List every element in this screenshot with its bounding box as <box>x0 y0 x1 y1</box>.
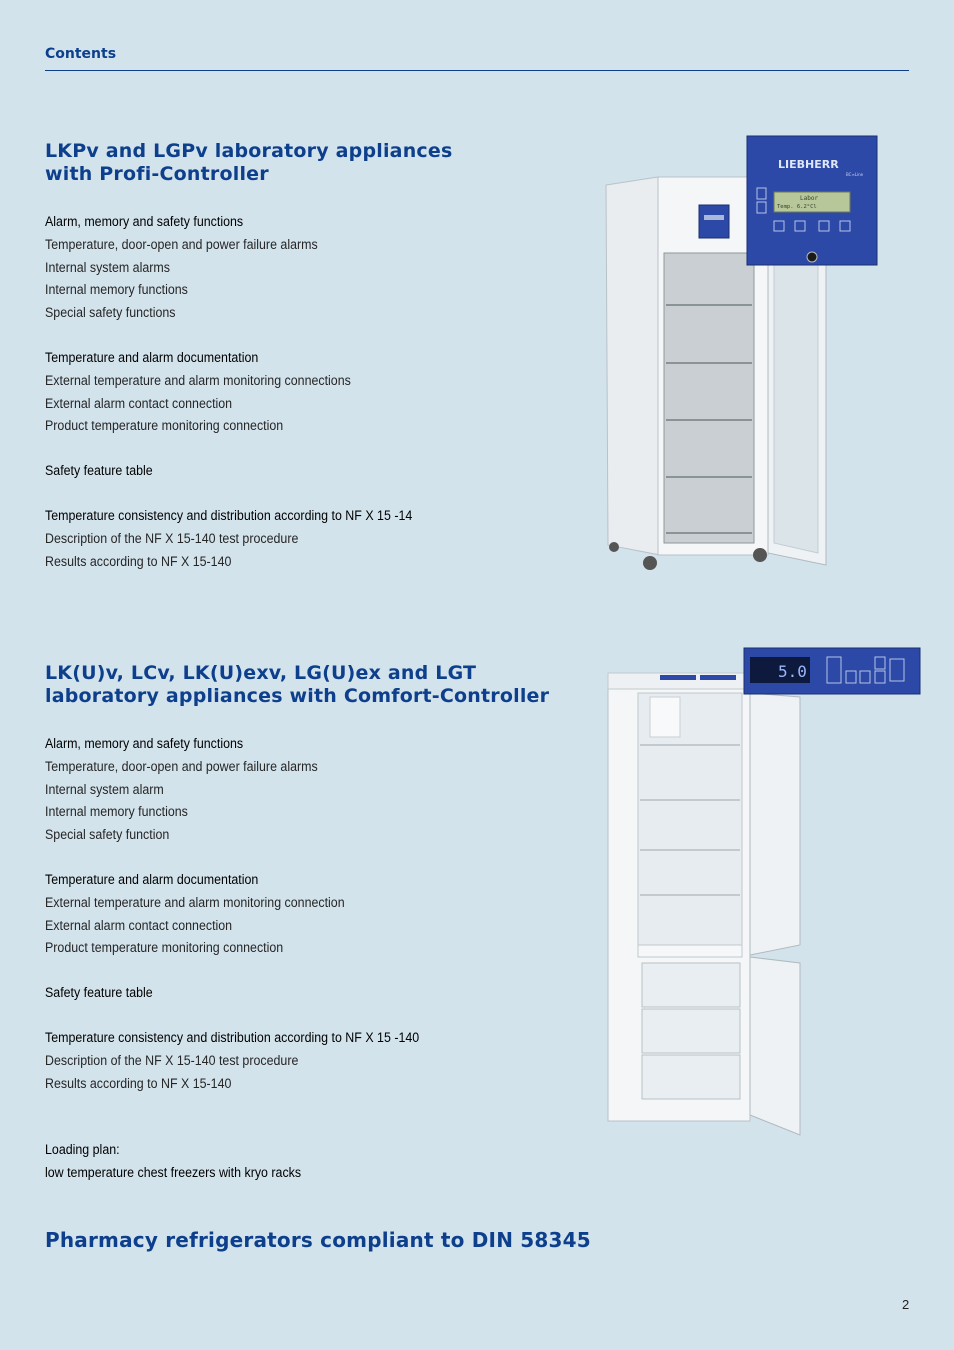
list-item: External alarm contact connection <box>45 917 233 933</box>
group-alarm-functions <box>45 211 565 325</box>
list-item: Temperature, door-open and power failure alarms <box>45 236 318 252</box>
profi-fridge-image <box>598 135 883 575</box>
list-item: External temperature and alarm monitoring connections <box>45 372 351 388</box>
display-line-2: Temp. 6.2°Cl <box>777 204 817 210</box>
list-item: Internal system alarms <box>45 259 170 275</box>
group-safety-table <box>45 982 565 1005</box>
header-divider <box>45 70 909 71</box>
list-item: Internal memory functions <box>45 282 188 298</box>
section-title-comfort <box>45 662 549 708</box>
title-line: Pharmacy refrigerators compliant to DIN 58345 <box>45 1228 591 1252</box>
title-line: LK(U)v, LCv, LK(U)exv, LG(U)ex and LGT <box>45 662 477 684</box>
list-item: External alarm contact connection <box>45 395 233 411</box>
group-heading: Temperature and alarm documentation <box>45 871 259 887</box>
badge-logo: BC∞Line <box>846 172 864 177</box>
display-line-1: Labor <box>800 195 819 202</box>
group-heading: Safety feature table <box>45 985 153 1001</box>
group-heading: Alarm, memory and safety functions <box>45 214 244 229</box>
section-title-profi <box>45 140 452 186</box>
group-heading: Alarm, memory and safety functions <box>45 736 244 751</box>
title-line: LKPv and LGPv laboratory appliances <box>45 140 453 162</box>
list-item: low temperature chest freezers with kryo racks <box>45 1165 302 1181</box>
brand-logo: LIEBHERR <box>778 158 839 171</box>
list-item: Temperature, door-open and power failure alarms <box>45 758 318 774</box>
group-temperature-consistency <box>45 1027 565 1095</box>
list-item: External temperature and alarm monitoring connection <box>45 894 345 910</box>
title-line: laboratory appliances with Comfort-Controller <box>45 685 550 707</box>
page-header-label: Contents <box>45 46 117 62</box>
group-documentation <box>45 869 565 960</box>
list-item: Description of the NF X 15-140 test procedure <box>45 530 299 546</box>
group-loading-plan <box>45 1139 565 1185</box>
list-item: Description of the NF X 15-140 test procedure <box>45 1052 299 1068</box>
display-readout: 5.0 <box>778 662 807 681</box>
group-alarm-functions <box>45 733 565 847</box>
list-item: Product temperature monitoring connection <box>45 418 284 434</box>
page-number: 2 <box>902 1297 910 1312</box>
section-list-comfort <box>45 733 565 1207</box>
comfort-fridge-image <box>600 645 922 1150</box>
list-item: Product temperature monitoring connection <box>45 940 284 956</box>
section-title-pharmacy <box>45 1229 591 1252</box>
list-item: Results according to NF X 15-140 <box>45 1075 232 1091</box>
group-heading: Temperature consistency and distribution according to NF X 15 -140 <box>45 1029 420 1045</box>
list-item: Special safety function <box>45 827 170 843</box>
section-list-profi <box>45 211 565 595</box>
title-line: with Profi-Controller <box>45 163 269 185</box>
group-safety-table <box>45 460 565 483</box>
list-item: Internal system alarm <box>45 781 164 797</box>
list-item: Results according to NF X 15-140 <box>45 553 232 569</box>
group-heading: Temperature consistency and distribution according to NF X 15 -14 <box>45 507 413 523</box>
group-documentation <box>45 347 565 438</box>
list-item: Internal memory functions <box>45 804 188 820</box>
group-heading: Loading plan: <box>45 1142 120 1158</box>
group-temperature-consistency <box>45 505 565 573</box>
list-item: Special safety functions <box>45 305 176 321</box>
group-heading: Safety feature table <box>45 463 153 479</box>
group-heading: Temperature and alarm documentation <box>45 349 259 365</box>
